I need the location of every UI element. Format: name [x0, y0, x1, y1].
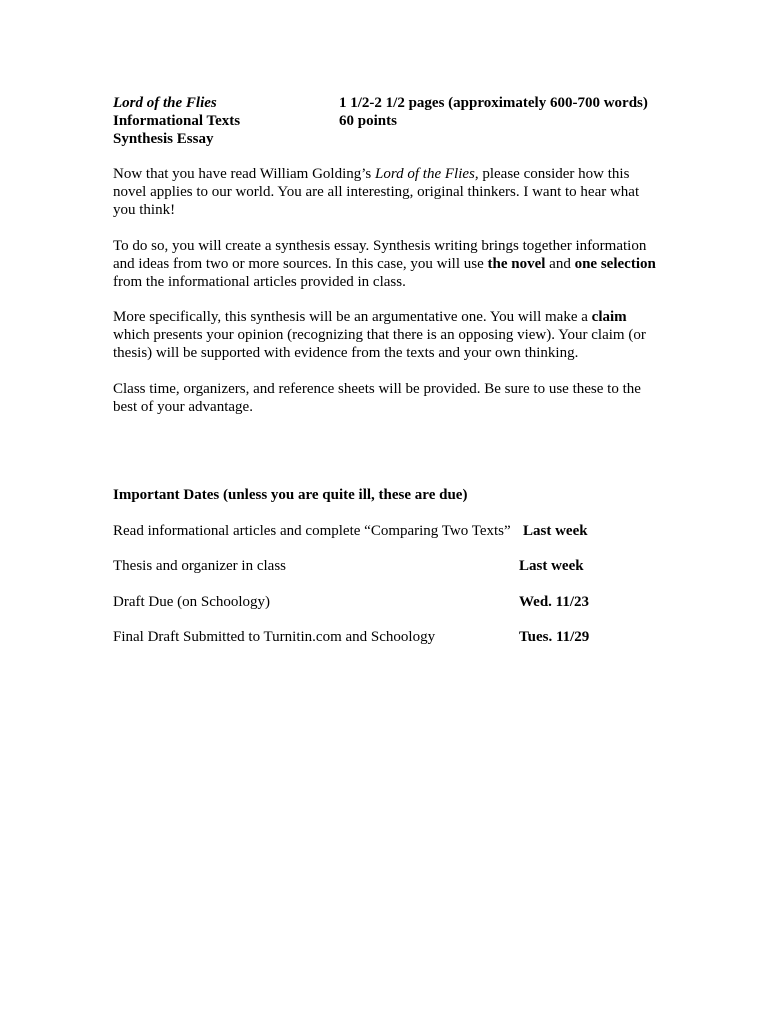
date-row	[113, 522, 658, 540]
date-task: Read informational articles and complete “Comparing Two Texts”	[113, 523, 511, 539]
argument-paragraph	[113, 308, 658, 362]
date-row	[113, 628, 658, 646]
novel-title: Lord of the Flies	[113, 95, 217, 111]
intro-text-c: , please consider how this novel applies to our world. You are all interesting, original thinkers. I want to hear what you think!	[113, 166, 640, 218]
assignment-type: Synthesis Essay	[113, 131, 214, 147]
date-row	[113, 557, 658, 575]
date-task: Thesis and organizer in class	[113, 558, 287, 574]
date-task: Final Draft Submitted to Turnitin.com and Schoology	[113, 629, 436, 645]
synthesis-paragraph	[113, 237, 658, 291]
synthesis-text-e: from the informational articles provided in class.	[113, 274, 406, 290]
synthesis-novel-emphasis: the novel	[487, 256, 546, 272]
date-due: Last week	[523, 523, 588, 539]
argument-text-c: which presents your opinion (recognizing that there is an opposing view). Your claim (or thesis) will be supported with evidence from the texts and your own thinking.	[113, 327, 646, 361]
intro-novel-title: Lord of the Flies	[375, 166, 475, 182]
date-due: Last week	[519, 558, 584, 574]
intro-text-a: Now that you have read William Golding’s	[113, 166, 375, 182]
unit-name: Informational Texts	[113, 113, 241, 129]
header-left-block	[113, 94, 333, 148]
synthesis-selection-emphasis: one selection	[574, 256, 656, 272]
intro-paragraph	[113, 165, 658, 219]
argument-text-a: More specifically, this synthesis will be an argumentative one. You will make a	[113, 309, 592, 325]
length-requirement: 1 1/2-2 1/2 pages (approximately 600-700 words)	[339, 95, 648, 111]
synthesis-text-c: and	[545, 256, 575, 272]
important-dates-heading: Important Dates (unless you are quite ill, these are due)	[113, 487, 468, 503]
header-right-block	[339, 94, 669, 130]
resources-paragraph: Class time, organizers, and reference sheets will be provided. Be sure to use these to the best of your advantage.	[113, 381, 641, 415]
points-value: 60 points	[339, 113, 397, 129]
date-due: Wed. 11/23	[519, 594, 590, 610]
date-task: Draft Due (on Schoology)	[113, 594, 271, 610]
date-row	[113, 593, 658, 611]
argument-claim-emphasis: claim	[591, 309, 627, 325]
synthesis-text-a: To do so, you will create a synthesis essay. Synthesis writing brings together information and ideas from two or more sources. In this case, you will use	[113, 238, 647, 272]
date-due: Tues. 11/29	[519, 629, 590, 645]
